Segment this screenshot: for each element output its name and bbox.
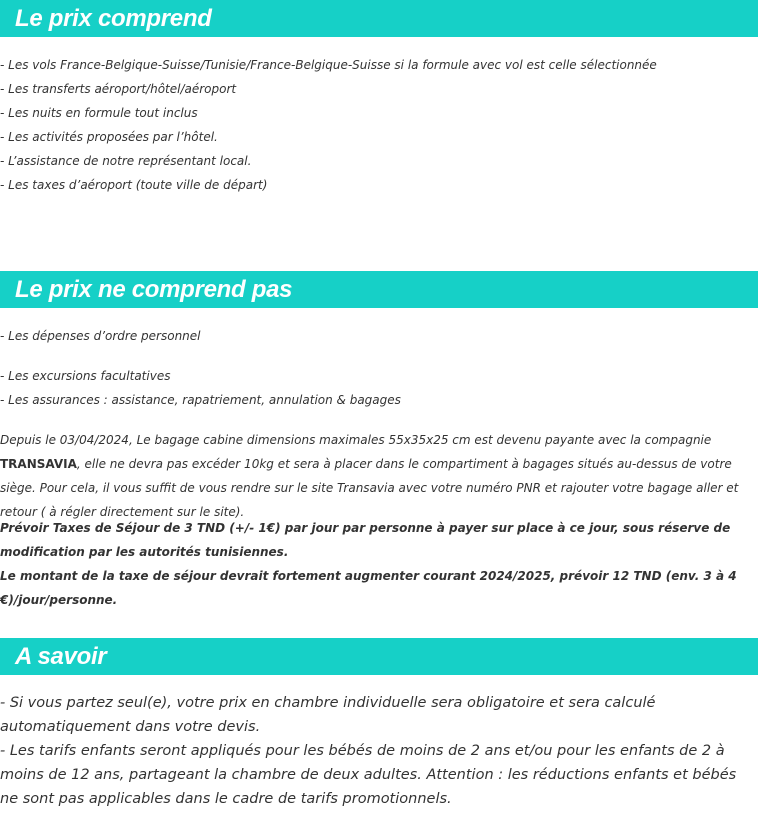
section-header-excluded	[0, 271, 758, 308]
excluded-personal	[0, 324, 758, 348]
list-item: - Les assurances : assistance, rapatriement, annulation & bagages	[0, 393, 401, 407]
section-header-included	[0, 0, 758, 37]
section-title-excluded: Le prix ne comprend pas	[15, 276, 293, 303]
tax-note-future: Le montant de la taxe de séjour devrait fortement augmenter courant 2024/2025, prévoir 12 TND (env. 3 à 4 €)/jour/personne.	[0, 569, 737, 607]
list-item: - Les vols France-Belgique-Suisse/Tunisie/France-Belgique-Suisse si la formule avec vol est celle sélectionnée	[0, 58, 657, 72]
list-item: - Les taxes d’aéroport (toute ville de départ)	[0, 178, 268, 192]
section-title-good-to-know: A savoir	[15, 643, 107, 670]
list-item: - Les dépenses d’ordre personnel	[0, 329, 201, 343]
baggage-note	[0, 428, 758, 524]
baggage-note-before: Depuis le 03/04/2024, Le bagage cabine dimensions maximales 55x35x25 cm est devenu payante avec la compagnie	[0, 433, 712, 447]
tax-note-current: Prévoir Taxes de Séjour de 3 TND (+/- 1€) par jour par personne à payer sur place à ce jour, sous réserve de modification par les autorités tunisiennes.	[0, 521, 731, 559]
included-list	[0, 53, 758, 197]
list-item: - Les transferts aéroport/hôtel/aéroport	[0, 82, 237, 96]
list-item: - Les activités proposées par l’hôtel.	[0, 130, 218, 144]
list-item: - Les excursions facultatives	[0, 369, 171, 383]
list-item: - Les nuits en formule tout inclus	[0, 106, 198, 120]
section-header-good-to-know	[0, 638, 758, 675]
section-title-included: Le prix comprend	[15, 5, 212, 32]
list-item: - Les tarifs enfants seront appliqués pour les bébés de moins de 2 ans et/ou pour les enfants de 2 à moins de 12 ans, partageant la chambre de deux adultes. Attention : les réductions enfants et bébés ne sont pas applicables dans le cadre de tarifs promotionnels.	[0, 743, 737, 807]
good-to-know-list	[0, 691, 758, 811]
list-item: - Si vous partez seul(e), votre prix en chambre individuelle sera obligatoire et sera calculé automatiquement dans votre devis.	[0, 695, 656, 735]
list-item: - L’assistance de notre représentant local.	[0, 154, 252, 168]
baggage-note-after: , elle ne devra pas excéder 10kg et sera à placer dans le compartiment à bagages situés au-dessus de votre siège. Pour cela, il vous suffit de vous rendre sur le site Transavia avec votre numéro PNR et rajouter votre bagage aller et retour ( à régler directement sur le site).	[0, 457, 739, 519]
airline-name: TRANSAVIA	[0, 457, 77, 471]
excluded-list	[0, 364, 758, 412]
